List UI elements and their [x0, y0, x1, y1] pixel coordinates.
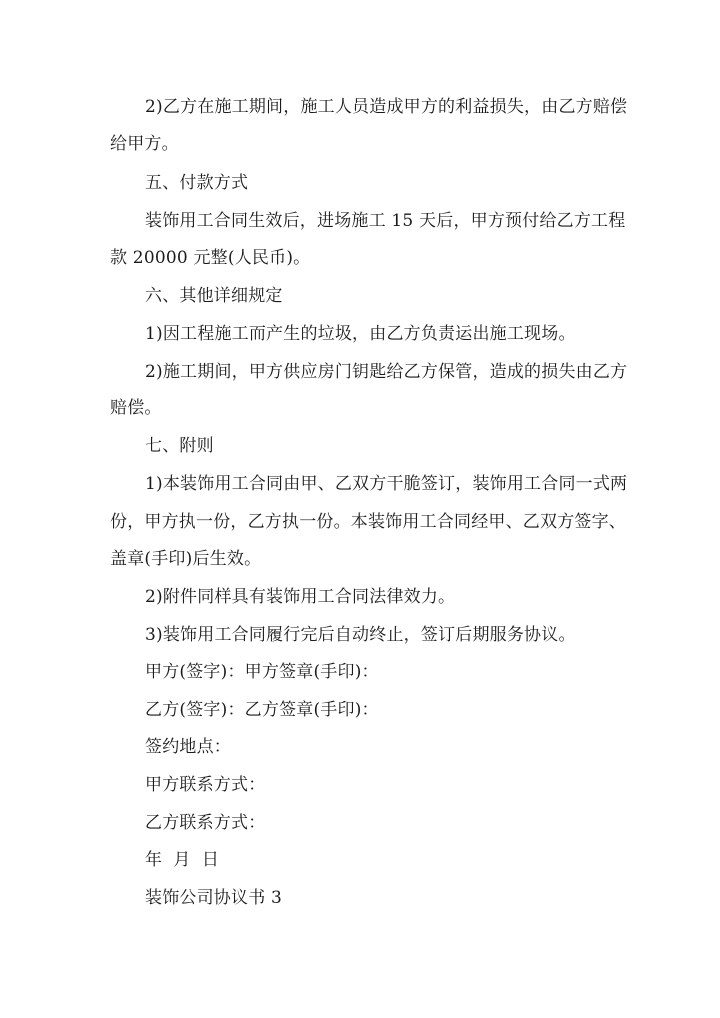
appendix-3: 3)装饰用工合同履行完后自动终止，签订后期服务协议。: [145, 625, 576, 645]
appendix-1-line-2: 份，甲方执一份，乙方执一份。本装饰用工合同经甲、乙双方签字、: [110, 512, 626, 532]
appendix-1-line-1: 1)本装饰用工合同由甲、乙双方干脆签订，装饰用工合同一式两: [145, 474, 628, 494]
clause-2-line-2: 给甲方。: [110, 134, 179, 154]
signing-location: 签约地点：: [145, 737, 231, 757]
rule-2-line-2: 赔偿。: [110, 398, 162, 418]
appendix-2: 2)附件同样具有装饰用工合同法律效力。: [145, 587, 456, 607]
rule-2-line-1: 2)施工期间，甲方供应房门钥匙给乙方保管，造成的损失由乙方: [145, 362, 628, 382]
next-document-title: 装饰公司协议书 3: [145, 888, 283, 908]
rule-1: 1)因工程施工而产生的垃圾，由乙方负责运出施工现场。: [145, 324, 576, 344]
date-line: 年 月 日: [145, 850, 220, 870]
payment-line-1: 装饰用工合同生效后，进场施工 15 天后，甲方预付给乙方工程: [145, 211, 626, 231]
clause-2-line-1: 2)乙方在施工期间，施工人员造成甲方的利益损失，由乙方赔偿: [145, 97, 628, 117]
payment-line-2: 款 20000 元整(人民币)。: [110, 248, 311, 268]
section-heading-payment: 五、付款方式: [145, 173, 249, 193]
appendix-1-line-3: 盖章(手印)后生效。: [110, 549, 262, 569]
section-heading-appendix: 七、附则: [145, 436, 214, 456]
party-b-contact: 乙方联系方式：: [145, 813, 266, 833]
party-a-signature: 甲方(签字)：甲方签章(手印)：: [145, 662, 379, 682]
party-a-contact: 甲方联系方式：: [145, 775, 266, 795]
party-b-signature: 乙方(签字)：乙方签章(手印)：: [145, 700, 379, 720]
section-heading-other-rules: 六、其他详细规定: [145, 286, 283, 306]
